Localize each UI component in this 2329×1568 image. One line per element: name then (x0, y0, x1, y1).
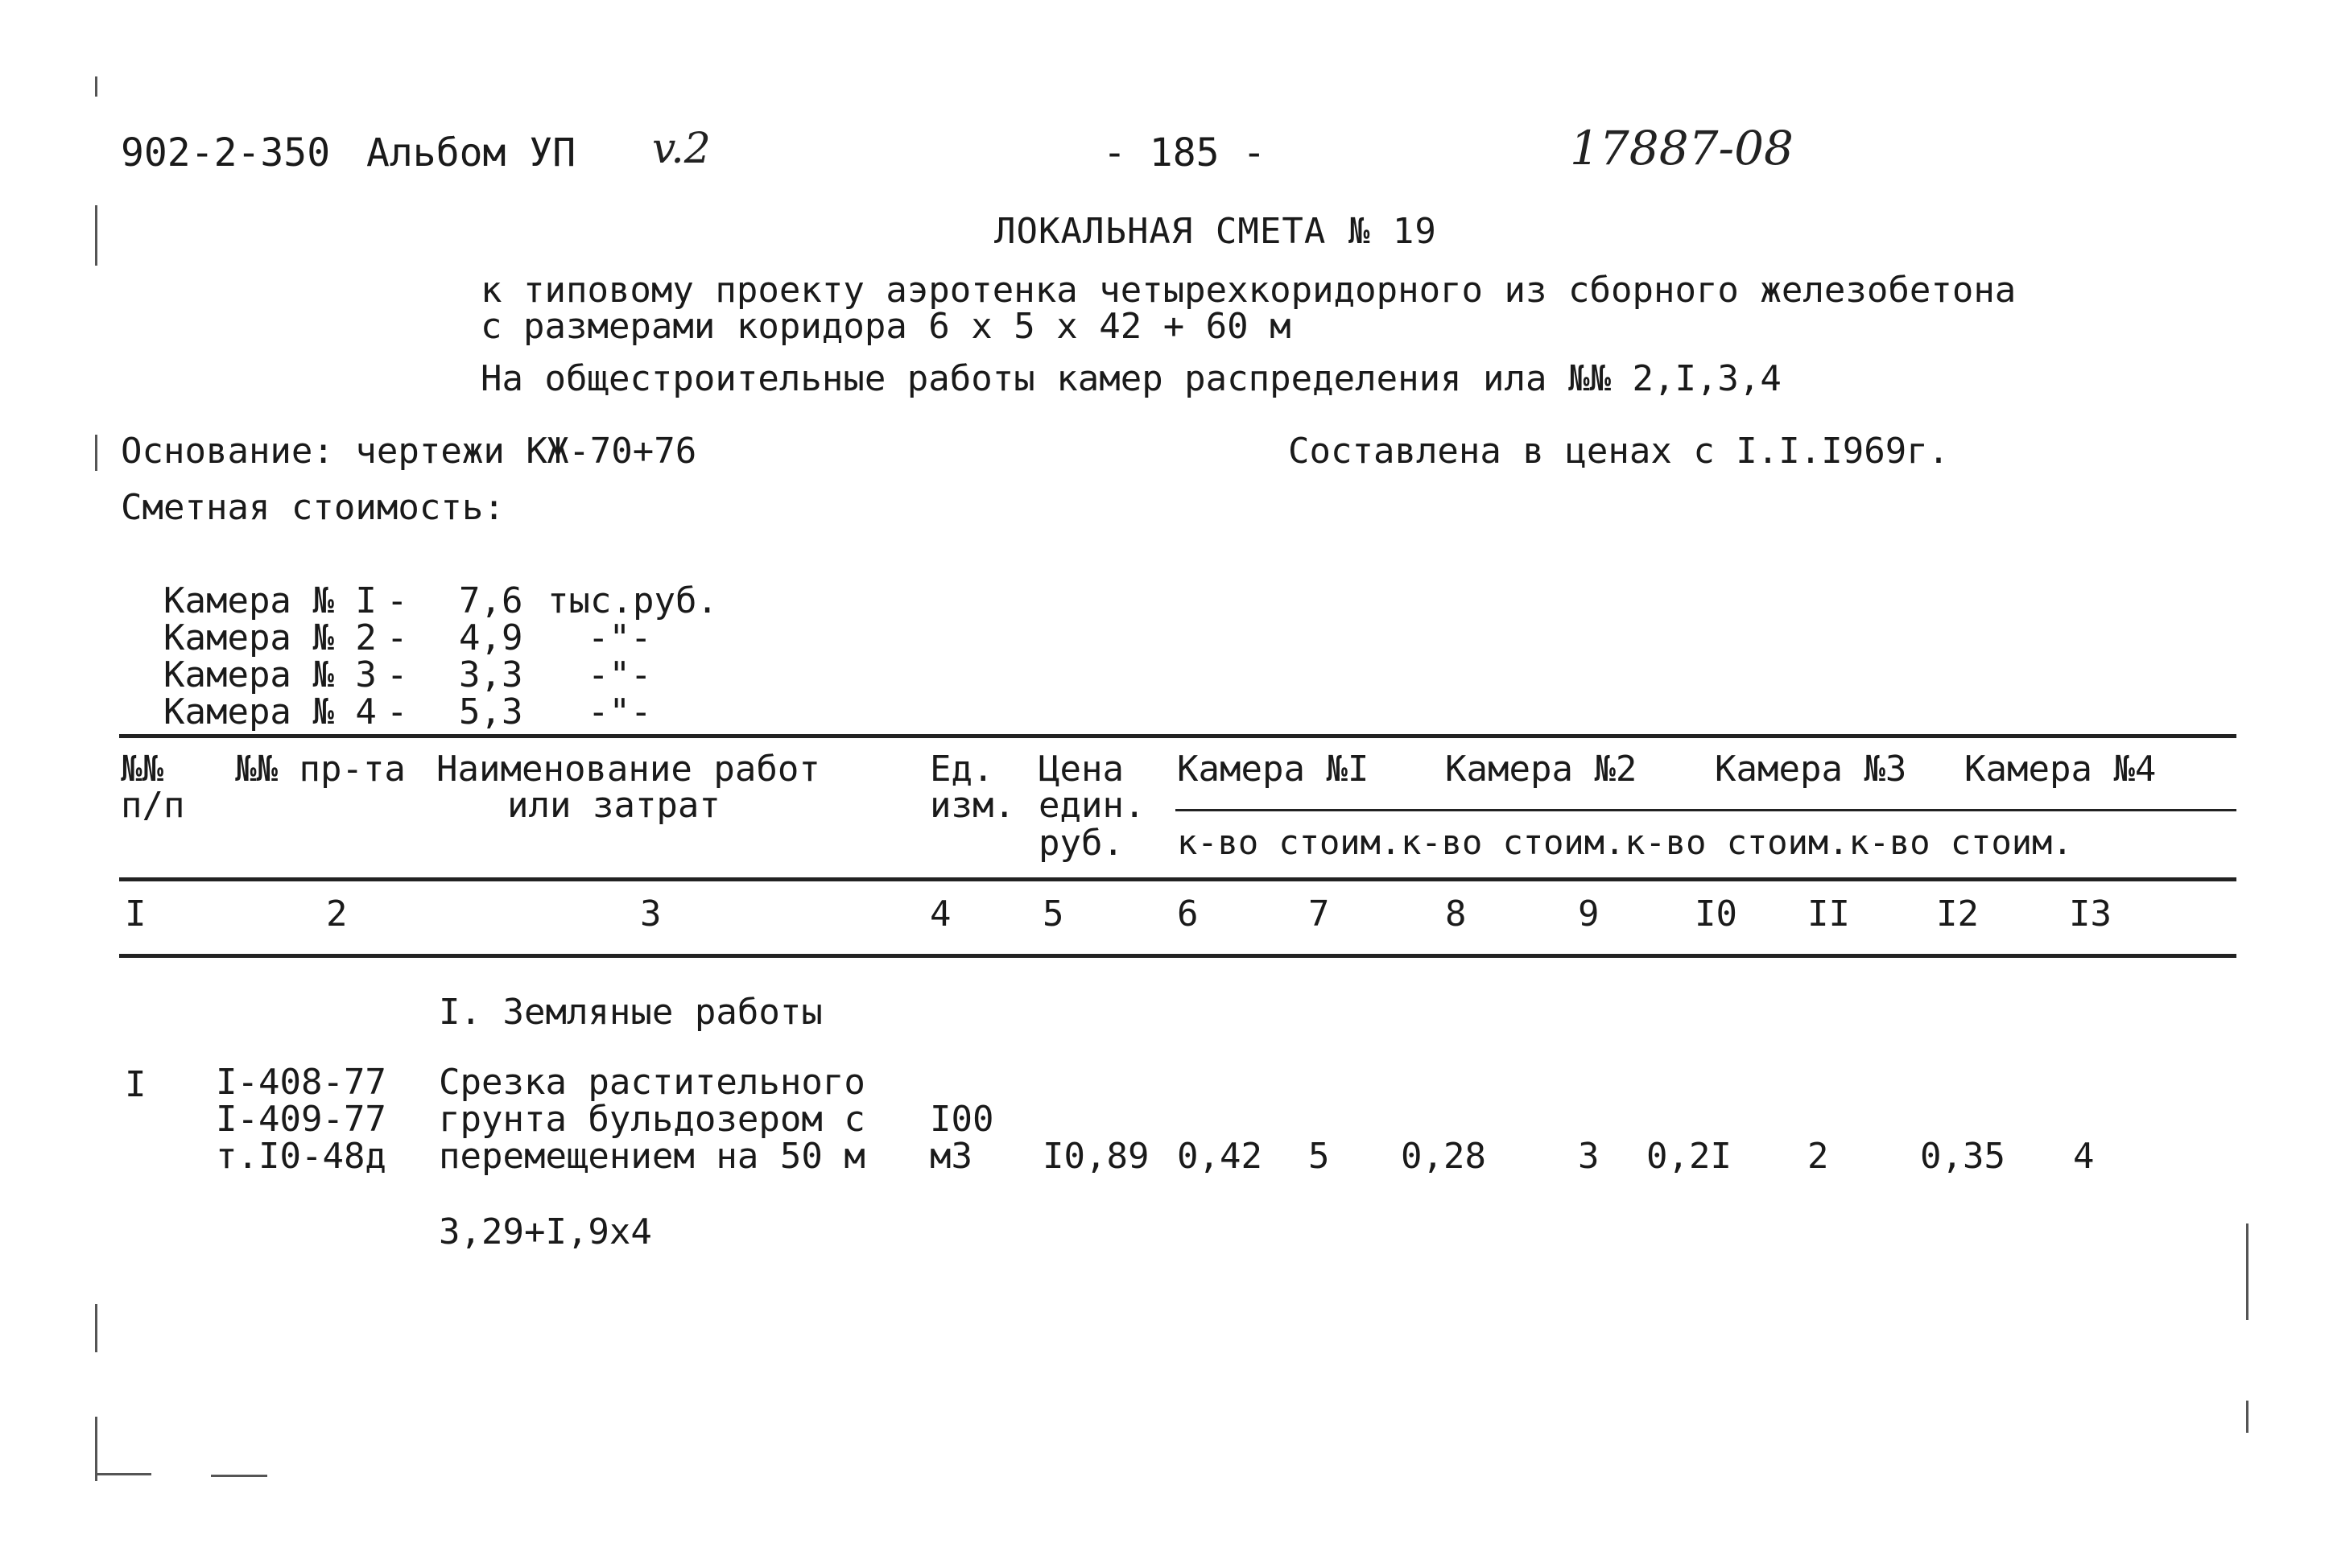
album-label: Альбом УП (366, 130, 576, 175)
col-unit-header: Ед. (930, 749, 994, 790)
camera-1-cost: 5 (1308, 1136, 1330, 1177)
cost-unit: -"- (588, 691, 652, 732)
basis-label: Основание: чертежи КЖ-70+76 (121, 431, 697, 472)
column-number: I0 (1695, 893, 1737, 935)
column-number: 8 (1445, 893, 1467, 935)
cost-camera-name: Камера № 4 (163, 691, 377, 732)
prices-basis: Составлена в ценах с I.I.I969г. (1288, 431, 1950, 472)
cost-dash: - (386, 691, 408, 732)
qty-cost-subheader: к-во стоим.к-во стоим.к-во стоим.к-во стоим. (1177, 823, 2073, 862)
document-title: ЛОКАЛЬНАЯ СМЕТА № 19 (994, 211, 1437, 252)
cost-camera-name: Камера № 3 (163, 654, 377, 695)
cost-value: 5,3 (459, 691, 523, 732)
table-top-rule (119, 734, 2236, 738)
col-code-header: №№ пр-та (235, 749, 406, 790)
row-code: I-409-77 (216, 1099, 386, 1140)
camera-header-rule (1175, 809, 2236, 811)
column-number: 7 (1308, 893, 1330, 935)
row-name: перемещением на 50 м (439, 1136, 865, 1177)
header-bottom-rule (119, 877, 2236, 881)
camera-2-cost: 3 (1578, 1136, 1600, 1177)
camera-4-cost: 4 (2073, 1136, 2095, 1177)
left-margin-mark (95, 76, 97, 97)
left-margin-mark (95, 1417, 97, 1481)
col-num-header: №№ (121, 749, 163, 790)
camera-1-qty: 0,42 (1177, 1136, 1262, 1177)
cost-heading: Сметная стоимость: (121, 487, 505, 528)
cost-value: 3,3 (459, 654, 523, 695)
col-price-header: един. (1039, 785, 1146, 826)
cost-dash: - (386, 580, 408, 621)
row-code: т.I0-48д (216, 1136, 386, 1177)
row-unit: I00 (930, 1099, 994, 1140)
column-number: 6 (1177, 893, 1199, 935)
column-number: II (1807, 893, 1850, 935)
camera-3-qty: 0,2I (1646, 1136, 1732, 1177)
right-margin-mark (2246, 1401, 2248, 1433)
document-code: 902-2-350 (121, 130, 331, 175)
section-title: I. Земляные работы (439, 992, 823, 1033)
camera-4-qty: 0,35 (1920, 1136, 2005, 1177)
col-price-header: Цена (1039, 749, 1124, 790)
handwritten-number: 17887-08 (1570, 121, 1794, 175)
row-unit: м3 (930, 1136, 972, 1177)
camera-4-header: Камера №4 (1964, 749, 2157, 790)
col-name-header: Наименование работ (436, 749, 820, 790)
title-line-2: с размерами коридора 6 х 5 х 42 + 60 м (481, 306, 1291, 347)
right-margin-mark (2246, 1223, 2248, 1320)
column-number: 3 (640, 893, 662, 935)
column-number: I3 (2069, 893, 2112, 935)
corner-mark (211, 1475, 267, 1477)
cost-value: 7,6 (459, 580, 523, 621)
col-num-header: п/п (121, 785, 185, 826)
camera-1-header: Камера №I (1177, 749, 1369, 790)
numbers-bottom-rule (119, 954, 2236, 958)
title-line-1: к типовому проекту аэротенка четырехкоридорного из сборного железобетона (481, 270, 2017, 311)
cost-unit: -"- (588, 654, 652, 695)
column-number: 5 (1043, 893, 1064, 935)
row-number: I (125, 1064, 147, 1105)
column-number: I (125, 893, 147, 935)
cost-value: 4,9 (459, 617, 523, 658)
col-unit-header: изм. (930, 785, 1015, 826)
camera-2-header: Камера №2 (1445, 749, 1637, 790)
cost-dash: - (386, 654, 408, 695)
handwritten-volume: v.2 (652, 125, 711, 173)
column-number: 4 (930, 893, 952, 935)
corner-mark (95, 1473, 151, 1475)
row-code: I-408-77 (216, 1062, 386, 1103)
col-name-header: или затрат (507, 785, 721, 826)
cost-unit: -"- (588, 617, 652, 658)
camera-3-header: Камера №3 (1715, 749, 1907, 790)
row-price: I0,89 (1043, 1136, 1150, 1177)
row-name: Срезка растительного (439, 1062, 865, 1103)
cost-dash: - (386, 617, 408, 658)
left-margin-mark (95, 435, 97, 471)
column-number: 2 (326, 893, 348, 935)
col-price-header: руб. (1039, 823, 1124, 864)
column-number: 9 (1578, 893, 1600, 935)
left-margin-mark (95, 205, 97, 266)
column-number: I2 (1936, 893, 1979, 935)
cost-camera-name: Камера № 2 (163, 617, 377, 658)
row-name: грунта бульдозером с (439, 1099, 865, 1140)
row-formula: 3,29+I,9x4 (439, 1211, 652, 1252)
page-number: - 185 - (1103, 130, 1266, 175)
left-margin-mark (95, 1304, 97, 1352)
camera-3-cost: 2 (1807, 1136, 1829, 1177)
title-line-3: На общестроительные работы камер распределения ила №№ 2,I,3,4 (481, 358, 1782, 399)
cost-camera-name: Камера № I (163, 580, 377, 621)
cost-unit: тыс.руб. (547, 580, 718, 621)
camera-2-qty: 0,28 (1401, 1136, 1486, 1177)
